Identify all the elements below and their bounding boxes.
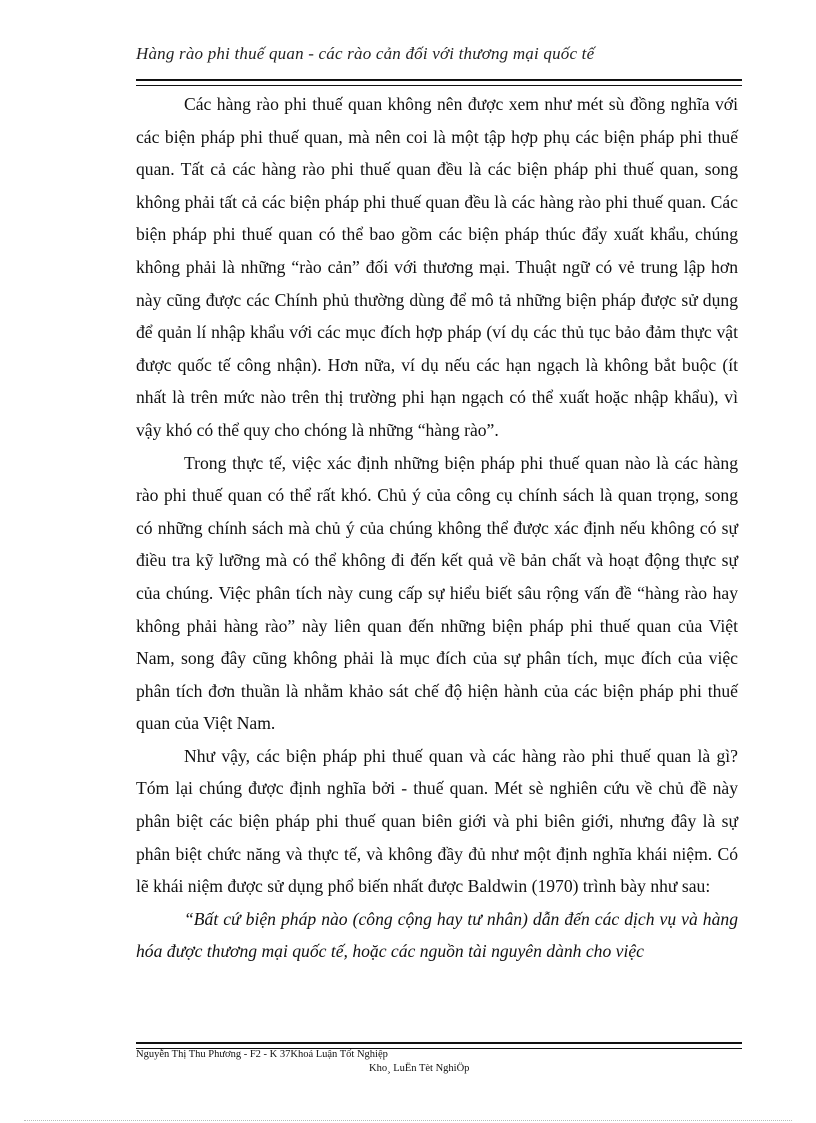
- header-title: Hàng rào phi thuế quan - các rào cản đối với thương mại quốc tế: [136, 44, 595, 63]
- header-rule: [136, 79, 742, 86]
- footer-author: Nguyễn Thị Thu Phương - F2 - K 37Khoá Luận Tốt Nghiệp: [136, 1049, 388, 1060]
- page-footer: [136, 1042, 742, 1076]
- paragraph-2: Trong thực tế, việc xác định những biện pháp phi thuế quan nào là các hàng rào phi thuế quan có thể rất khó. Chủ ý của công cụ chính sách là quan trọng, song có những chính sách mà chủ ý của chúng không thể được xác định nếu không có sự điều tra kỹ lưỡng mà có thể không đi đến kết quả về bản chất và hoạt động thực sự của chúng. Việc phân tích này cung cấp sự hiểu biết sâu rộng vấn đề “hàng rào hay không phải hàng rào” này liên quan đến những biện pháp phi thuế quan của Việt Nam, song đây cũng không phải là mục đích của sự phân tích, mục đích của việc phân tích đơn thuần là nhằm khảo sát chế độ hiện hành của các biện pháp phi thuế quan của Việt Nam.: [136, 452, 738, 734]
- document-body: [136, 88, 738, 968]
- page-header: [136, 44, 742, 64]
- paragraph-3: Như vậy, các biện pháp phi thuế quan và các hàng rào phi thuế quan là gì? Tóm lại chúng được định nghĩa bởi - thuế quan. Mét sè nghiên cứu về chủ đề này phân biệt các biện pháp phi thuế quan biên giới và phi biên giới, nhưng đây là sự phân biệt chức năng và thực tế, và không đầy đủ như một định nghĩa khái niệm. Có lẽ khái niệm được sử dụng phổ biến nhất được Baldwin (1970) trình bày như sau:: [136, 745, 738, 897]
- footer-thesis-label: Kho¸ LuËn Tèt NghiÖp: [369, 1063, 470, 1074]
- footer-rule: [136, 1042, 742, 1049]
- page-bottom-edge: [24, 1120, 792, 1121]
- paragraph-1: Các hàng rào phi thuế quan không nên được xem như mét sù đồng nghĩa với các biện pháp phi thuế quan, mà nên coi là một tập hợp phụ các biện pháp phi thuế quan. Tất cả các hàng rào phi thuế quan đều là các biện pháp phi thuế quan, song không phải tất cả các biện pháp phi thuế quan đều là các hàng rào phi thuế quan. Các biện pháp phi thuế quan có thể bao gồm các biện pháp thúc đẩy xuất khẩu, chúng không phải là những “rào cản” đối với thương mại. Thuật ngữ có vẻ trung lập hơn này cũng được các Chính phủ thường dùng để mô tả những biện pháp được sử dụng để quản lí nhập khẩu với các mục đích hợp pháp (ví dụ các thủ tục bảo đảm thực vật được quốc tế công nhận). Hơn nữa, ví dụ nếu các hạn ngạch là không bắt buộc (ít nhất là trên mức nào trên thị trường phi hạn ngạch có thể xuất hoặc nhập khẩu), vì vậy khó có thể quy cho chóng là những “hàng rào”.: [136, 94, 738, 440]
- quote-paragraph: “Bất cứ biện pháp nào (công cộng hay tư nhân) dẫn đến các dịch vụ và hàng hóa được thương mại quốc tế, hoặc các nguồn tài nguyên dành cho việc: [136, 908, 738, 962]
